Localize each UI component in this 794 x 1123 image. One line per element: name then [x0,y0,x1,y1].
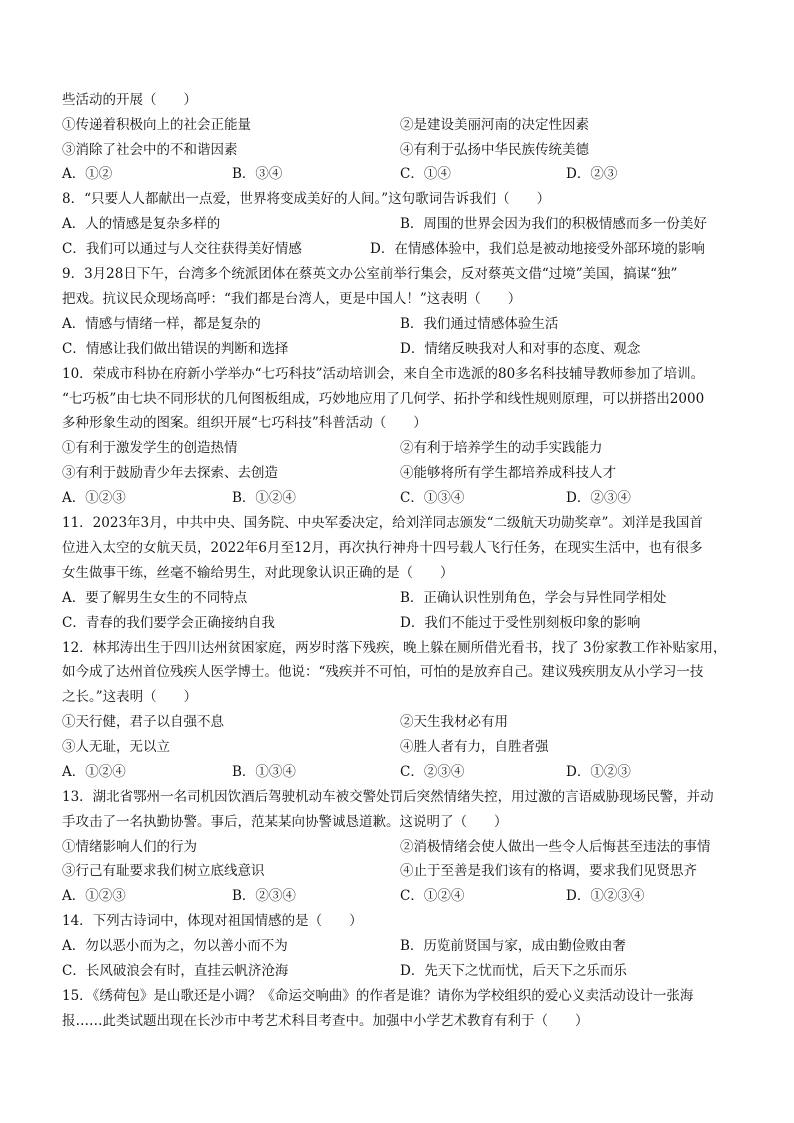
question-10-stem-line3: 多种形象生动的图案。组织开展“七巧科技”科普活动（ ） [62,415,427,431]
q12-choice-b: B．①③④ [232,764,296,780]
question-11-stem-line2: 位进入太空的女航天员，2022年6月至12月，再次执行神舟十四号载人飞行任务，在现实生活中，也有很多 [62,540,703,556]
q13-choice-b: B．②③④ [232,888,296,904]
question-11-stem-line1: 11．2023年3月，中共中央、国务院、中央军委决定，给刘洋同志颁发“二级航天功勋奖章”。刘洋是我国首 [62,515,703,531]
q14-choice-a: A．勿以恶小而为之，勿以善小而不为 [62,938,288,954]
q13-option-3: ③行己有耻要求我们树立底线意识 [62,863,265,879]
q9-choice-b: B．我们通过情感体验生活 [400,316,559,332]
question-14-stem: 14．下列古诗词中，体现对祖国情感的是（ ） [62,913,363,929]
q13-choice-d: D．①②③④ [566,888,645,904]
q14-choice-c: C．长风破浪会有时，直挂云帆济沧海 [62,963,289,979]
q11-choice-a: A．要了解男生女生的不同特点 [62,590,248,606]
q10-choice-c: C．①③④ [400,490,465,506]
q10-option-3: ③有利于鼓励青少年去探索、去创造 [62,465,278,481]
question-8-stem: 8．“只要人人都献出一点爱，世界将变成美好的人间。”这句歌词告诉我们（ ） [62,191,551,207]
q10-option-2: ②有利于培养学生的动手实践能力 [400,440,603,456]
q10-choice-a: A．①②③ [62,490,126,506]
question-9-stem-line2: 把戏。抗议民众现场高呼：“我们都是台湾人，更是中国人！”这表明（ ） [62,291,522,307]
q12-option-1: ①天行健，君子以自强不息 [62,714,224,730]
q7-choice-b: B．③④ [232,166,283,182]
q8-choice-d: D．在情感体验中，我们总是被动地接受外部环境的影响 [370,241,705,257]
question-9-stem-line1: 9．3月28日下午，台湾多个统派团体在蔡英文办公室前举行集会，反对蔡英文借“过境”美国，搞谋“独” [62,266,678,282]
q12-choice-a: A．①②④ [62,764,126,780]
question-12-stem-line1: 12．林邦涛出生于四川达州贫困家庭，两岁时落下残疾，晚上躲在厕所借光看书，找了 3份家教工作补贴家用， [62,640,727,656]
q11-choice-c: C．青春的我们要学会正确接纳自我 [62,615,275,631]
q10-option-4: ④能够将所有学生都培养成科技人才 [400,465,616,481]
q7-choice-a: A．①② [62,166,113,182]
question-13-stem-line2: 手攻击了一名执勤协警。事后，范某某向协警诚恳道歉。这说明了（ ） [62,814,508,830]
question-7-stem-end: 些活动的开展（ ） [62,92,197,108]
q10-choice-d: D．②③④ [566,490,631,506]
q14-choice-b: B．历览前贤国与家，成由勤俭败由奢 [400,938,626,954]
q13-option-4: ④止于至善是我们该有的格调，要求我们见贤思齐 [400,863,697,879]
q9-choice-c: C．情感让我们做出错误的判断和选择 [62,341,289,357]
q8-choice-a: A．人的情感是复杂多样的 [62,216,221,232]
question-12-stem-line3: 之长。”这表明（ ） [62,689,198,705]
q12-option-3: ③人无耻，无以立 [62,739,170,755]
question-10-stem-line2: “七巧板”由七块不同形状的几何图板组成，巧妙地应用了几何学、拓扑学和线性规则原理，可以拼搭出2000 [62,391,705,407]
question-11-stem-line3: 女生做事干练，丝毫不输给男生，对此现象认识正确的是（ ） [62,565,454,581]
q13-option-1: ①情绪影响人们的行为 [62,839,197,855]
q8-choice-c: C．我们可以通过与人交往获得美好情感 [62,241,302,257]
q11-choice-d: D．我们不能过于受性别刻板印象的影响 [400,615,641,631]
q12-choice-d: D．①②③ [566,764,631,780]
q13-choice-a: A．①②③ [62,888,126,904]
question-15-stem-line1: 15．《绣荷包》是山歌还是小调？《命运交响曲》的作者是谁？请你为学校组织的爱心义卖活动设计一张海 [62,988,694,1004]
q12-choice-c: C．②③④ [400,764,465,780]
q12-option-2: ②天生我材必有用 [400,714,508,730]
question-15-stem-line2: 报……此类试题出现在长沙市中考艺术科目考查中。加强中小学艺术教育有利于（ ） [62,1013,589,1029]
q12-option-4: ④胜人者有力，自胜者强 [400,739,549,755]
question-13-stem-line1: 13．湖北省鄂州一名司机因饮酒后驾驶机动车被交警处罚后突然情绪失控，用过激的言语威胁现场民警，并动 [62,789,714,805]
q7-choice-d: D．②③ [566,166,618,182]
question-12-stem-line2: 如今成了达州首位残疾人医学博士。他说：“残疾并不可怕，可怕的是放弃自己。建议残疾朋友从小学习一技 [62,664,704,680]
q9-choice-a: A．情感与情绪一样，都是复杂的 [62,316,261,332]
q11-choice-b: B．正确认识性别角色，学会与异性同学相处 [400,590,667,606]
q7-option-4: ④有利于弘扬中华民族传统美德 [400,142,589,158]
q14-choice-d: D．先天下之忧而忧，后天下之乐而乐 [400,963,627,979]
q8-choice-b: B．周围的世界会因为我们的积极情感而多一份美好 [400,216,707,232]
q10-choice-b: B．①②④ [232,490,296,506]
q7-option-1: ①传递着积极向上的社会正能量 [62,117,251,133]
q13-option-2: ②消极情绪会使人做出一些令人后悔甚至违法的事情 [400,839,711,855]
q10-option-1: ①有利于激发学生的创造热情 [62,440,238,456]
q7-option-2: ②是建设美丽河南的决定性因素 [400,117,589,133]
question-10-stem-line1: 10．荣成市科协在府新小学举办“七巧科技”活动培训会，来自全市选派的80多名科技辅导教师参加了培训。 [62,366,705,382]
q13-choice-c: C．①②④ [400,888,465,904]
q7-option-3: ③消除了社会中的不和谐因素 [62,142,238,158]
q7-choice-c: C．①④ [400,166,451,182]
q9-choice-d: D．情绪反映我对人和对事的态度、观念 [400,341,641,357]
